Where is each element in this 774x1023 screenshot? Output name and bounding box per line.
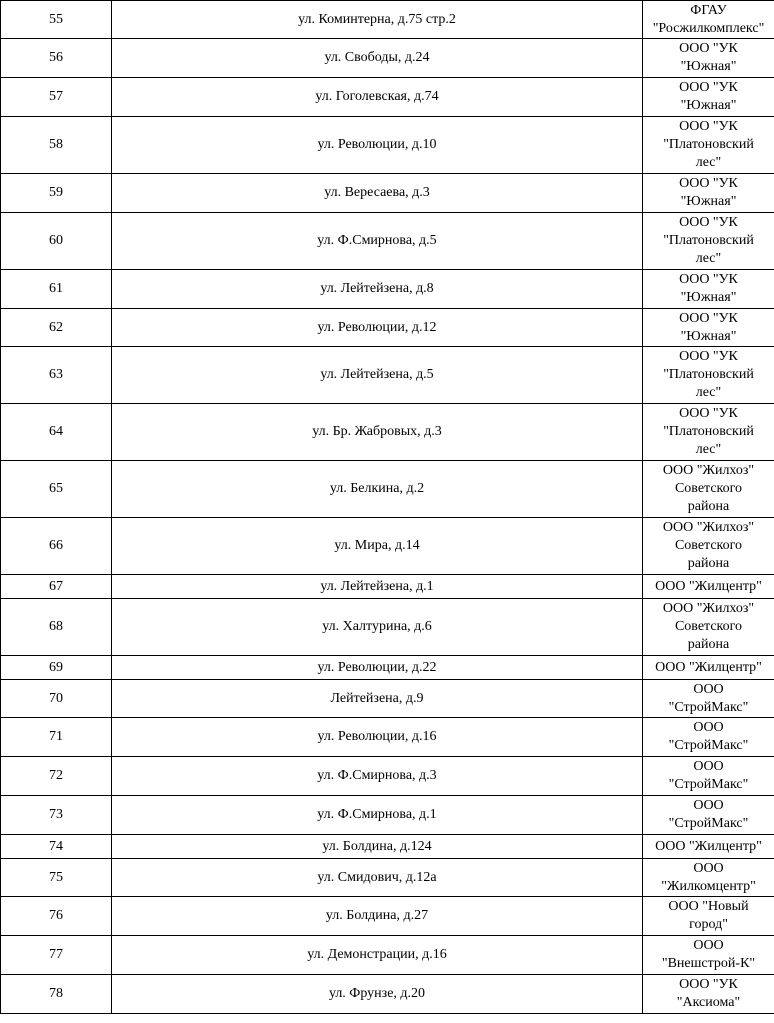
- table-row: [1, 1, 774, 39]
- address-cell: ул. Лейтейзена, д.1: [112, 575, 643, 599]
- table-row: [1, 404, 774, 461]
- address-cell: ул. Ф.Смирнова, д.3: [112, 757, 643, 796]
- management-company-cell: ООО "УК "Южная": [643, 39, 774, 78]
- address-cell: ул. Болдина, д.27: [112, 897, 643, 936]
- address-cell: ул. Белкина, д.2: [112, 461, 643, 518]
- row-number: 76: [1, 897, 112, 936]
- address-cell: ул. Коминтерна, д.75 стр.2: [112, 1, 643, 39]
- address-cell: ул. Ф.Смирнова, д.5: [112, 213, 643, 270]
- row-number: 56: [1, 39, 112, 78]
- management-company-cell: ООО "Внешстрой-К": [643, 936, 774, 975]
- row-number: 58: [1, 117, 112, 174]
- table-row: [1, 975, 774, 1014]
- row-number: 59: [1, 174, 112, 213]
- management-company-cell: ООО "УК "Платоновский лес": [643, 213, 774, 270]
- address-cell: ул. Лейтейзена, д.8: [112, 270, 643, 309]
- address-cell: ул. Лейтейзена, д.5: [112, 347, 643, 404]
- address-cell: ул. Мира, д.14: [112, 518, 643, 575]
- row-number: 63: [1, 347, 112, 404]
- management-company-cell: ООО "Жилцентр": [643, 656, 774, 680]
- table-row: [1, 461, 774, 518]
- table-body: [1, 1, 774, 1014]
- table-row: [1, 575, 774, 599]
- row-number: 74: [1, 835, 112, 859]
- address-cell: ул. Свободы, д.24: [112, 39, 643, 78]
- table-row: [1, 174, 774, 213]
- management-company-cell: ООО "СтройМакс": [643, 757, 774, 796]
- management-company-cell: ООО "УК "Южная": [643, 309, 774, 347]
- management-company-cell: ООО "Жилхоз" Советского района: [643, 599, 774, 656]
- row-number: 72: [1, 757, 112, 796]
- row-number: 60: [1, 213, 112, 270]
- management-company-cell: ООО "Жилцентр": [643, 575, 774, 599]
- table-row: [1, 718, 774, 757]
- table-row: [1, 347, 774, 404]
- table-row: [1, 518, 774, 575]
- row-number: 69: [1, 656, 112, 680]
- address-cell: ул. Вересаева, д.3: [112, 174, 643, 213]
- management-company-cell: ООО "УК "Платоновский лес": [643, 347, 774, 404]
- row-number: 78: [1, 975, 112, 1014]
- address-cell: ул. Болдина, д.124: [112, 835, 643, 859]
- management-company-cell: ООО "УК "Южная": [643, 270, 774, 309]
- management-company-cell: ООО "УК "Южная": [643, 174, 774, 213]
- table-row: [1, 757, 774, 796]
- table-row: [1, 599, 774, 656]
- table-row: [1, 270, 774, 309]
- row-number: 62: [1, 309, 112, 347]
- management-company-cell: ООО "Жилкомцентр": [643, 859, 774, 897]
- row-number: 65: [1, 461, 112, 518]
- management-company-cell: ФГАУ "Росжилкомплекс": [643, 1, 774, 39]
- table-row: [1, 39, 774, 78]
- table-row: [1, 897, 774, 936]
- address-cell: ул. Ф.Смирнова, д.1: [112, 796, 643, 835]
- table-row: [1, 213, 774, 270]
- management-company-cell: ООО "Жилхоз" Советского района: [643, 518, 774, 575]
- address-cell: ул. Гоголевская, д.74: [112, 78, 643, 117]
- row-number: 61: [1, 270, 112, 309]
- management-company-cell: ООО "СтройМакс": [643, 796, 774, 835]
- management-company-cell: ООО "Новый город": [643, 897, 774, 936]
- address-cell: ул. Революции, д.12: [112, 309, 643, 347]
- table-row: [1, 835, 774, 859]
- management-company-cell: ООО "СтройМакс": [643, 680, 774, 718]
- row-number: 67: [1, 575, 112, 599]
- table-row: [1, 78, 774, 117]
- management-company-cell: ООО "УК "Платоновский лес": [643, 404, 774, 461]
- row-number: 77: [1, 936, 112, 975]
- management-company-cell: ООО "УК "Платоновский лес": [643, 117, 774, 174]
- row-number: 73: [1, 796, 112, 835]
- table-row: [1, 796, 774, 835]
- row-number: 57: [1, 78, 112, 117]
- management-company-cell: ООО "СтройМакс": [643, 718, 774, 757]
- table-row: [1, 309, 774, 347]
- address-cell: ул. Демонстрации, д.16: [112, 936, 643, 975]
- management-company-cell: ООО "Жилхоз" Советского района: [643, 461, 774, 518]
- address-cell: ул. Смидович, д.12а: [112, 859, 643, 897]
- address-cell: ул. Революции, д.16: [112, 718, 643, 757]
- address-cell: Лейтейзена, д.9: [112, 680, 643, 718]
- row-number: 71: [1, 718, 112, 757]
- table-row: [1, 859, 774, 897]
- address-cell: ул. Халтурина, д.6: [112, 599, 643, 656]
- table-row: [1, 656, 774, 680]
- address-cell: ул. Революции, д.22: [112, 656, 643, 680]
- table-row: [1, 936, 774, 975]
- row-number: 55: [1, 1, 112, 39]
- row-number: 66: [1, 518, 112, 575]
- table-row: [1, 680, 774, 718]
- management-company-cell: ООО "Жилцентр": [643, 835, 774, 859]
- management-company-cell: ООО "УК "Аксиома": [643, 975, 774, 1014]
- management-company-cell: ООО "УК "Южная": [643, 78, 774, 117]
- row-number: 68: [1, 599, 112, 656]
- address-cell: ул. Фрунзе, д.20: [112, 975, 643, 1014]
- address-cell: ул. Революции, д.10: [112, 117, 643, 174]
- row-number: 64: [1, 404, 112, 461]
- table-row: [1, 117, 774, 174]
- row-number: 70: [1, 680, 112, 718]
- row-number: 75: [1, 859, 112, 897]
- address-cell: ул. Бр. Жабровых, д.3: [112, 404, 643, 461]
